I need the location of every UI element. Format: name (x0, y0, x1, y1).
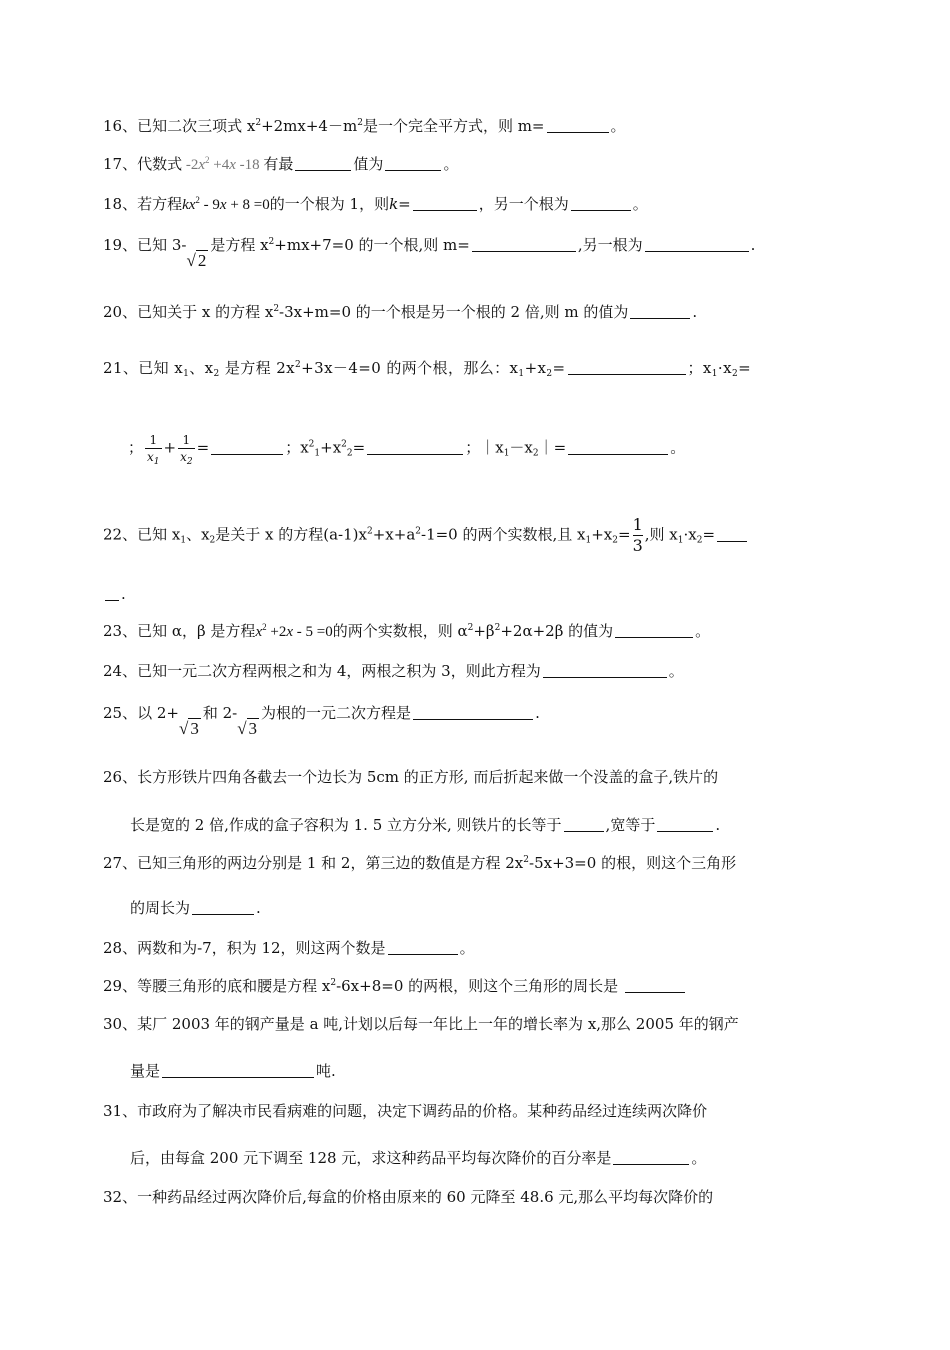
question-17: 17、代数式 $-2x^2 +4x$ -18 有最 值为 。 (103, 155, 459, 173)
question-27-line2: 的周长为 . (130, 899, 261, 917)
question-27-line1: 27、已知三角形的两边分别是 1 和 2，第三边的数值是方程 $2x^2-5x+3=0$ 的根，则这个三角形 (103, 854, 737, 872)
question-21-line2: ； $\frac{1}{x_1}$ + $\frac{1}{x_2}$ = ；$x^2_1+x^2_2=$ ；$|x_1-x_2|=$ 。 (128, 433, 686, 467)
question-20: 20、已知关于 x 的方程 $x^2-3x+m=0$ 的一个根是另一个根的 2 倍,则 m 的值为 . (103, 303, 698, 321)
question-22-line1: 22、已知 $x_1$、$x_2$是关于 x 的方程$(a-1)x^2+x+a^2-1=0$ 的两个实数根,且 $x_1+x_2=$ $\frac{1}{3}$ ,则 $x_1\cdot x_2=$ (103, 515, 749, 556)
question-26-line2: 长是宽的 2 倍,作成的盒子容积为 1. 5 立方分米, 则铁片的长等于 ,宽等于 . (130, 816, 721, 834)
question-19: 19、已知 3-√ 2是方程 $x^2+mx+7=0$ 的一个根,则 m= ,另一根为 . (103, 236, 756, 270)
question-26-line1: 26、长方形铁片四角各截去一个边长为 5cm 的正方形, 而后折起来做一个没盖的盒子,铁片的 (103, 768, 719, 786)
question-30-line1: 30、某厂 2003 年的钢产量是 a 吨,计划以后每一年比上一年的增长率为 x,那么 2005 年的钢产 (103, 1015, 739, 1033)
question-30-line2: 量是 吨. (130, 1062, 336, 1080)
question-25: 25、以 2+√ 3和 2-√ 3为根的一元二次方程是 . (103, 704, 540, 738)
question-31-line1: 31、市政府为了解决市民看病难的问题，决定下调药品的价格。某种药品经过连续两次降价 (103, 1102, 708, 1120)
question-24: 24、已知一元二次方程两根之和为 4，两根之积为 3，则此方程为 。 (103, 662, 684, 680)
question-28: 28、两数和为-7，积为 12，则这两个数是 。 (103, 939, 475, 957)
question-31-line2: 后，由每盒 200 元下调至 128 元，求这种药品平均每次降价的百分率是 。 (130, 1149, 707, 1167)
question-18: 18、若方程$kx^2 - 9x + 8 =0$的一个根为 1，则k= ，另一个根为 。 (103, 195, 648, 213)
question-32: 32、一种药品经过两次降价后,每盒的价格由原来的 60 元降至 48.6 元,那么平均每次降价的 (103, 1188, 714, 1206)
question-22-line2: . (103, 583, 126, 605)
question-21-line1: 21、已知 $x_1$、$x_2$ 是方程 $2x^2+3x-4=0$ 的两个根，那么：$x_1+x_2=$ ；$x_1\cdot x_2=$ (103, 359, 752, 379)
question-29: 29、等腰三角形的底和腰是方程 $x^2-6x+8=0$ 的两根，则这个三角形的周长是 (103, 975, 687, 997)
question-23: 23、已知 α，β 是方程$x^2 +2x - 5 =0$的两个实数根，则 $\alpha^2+\beta^2+2\alpha+2\beta$ 的值为 。 (103, 622, 711, 640)
question-16: 16、已知二次三项式 $x^2+2mx+4-m^2$是一个完全平方式，则 m= 。 (103, 117, 626, 135)
